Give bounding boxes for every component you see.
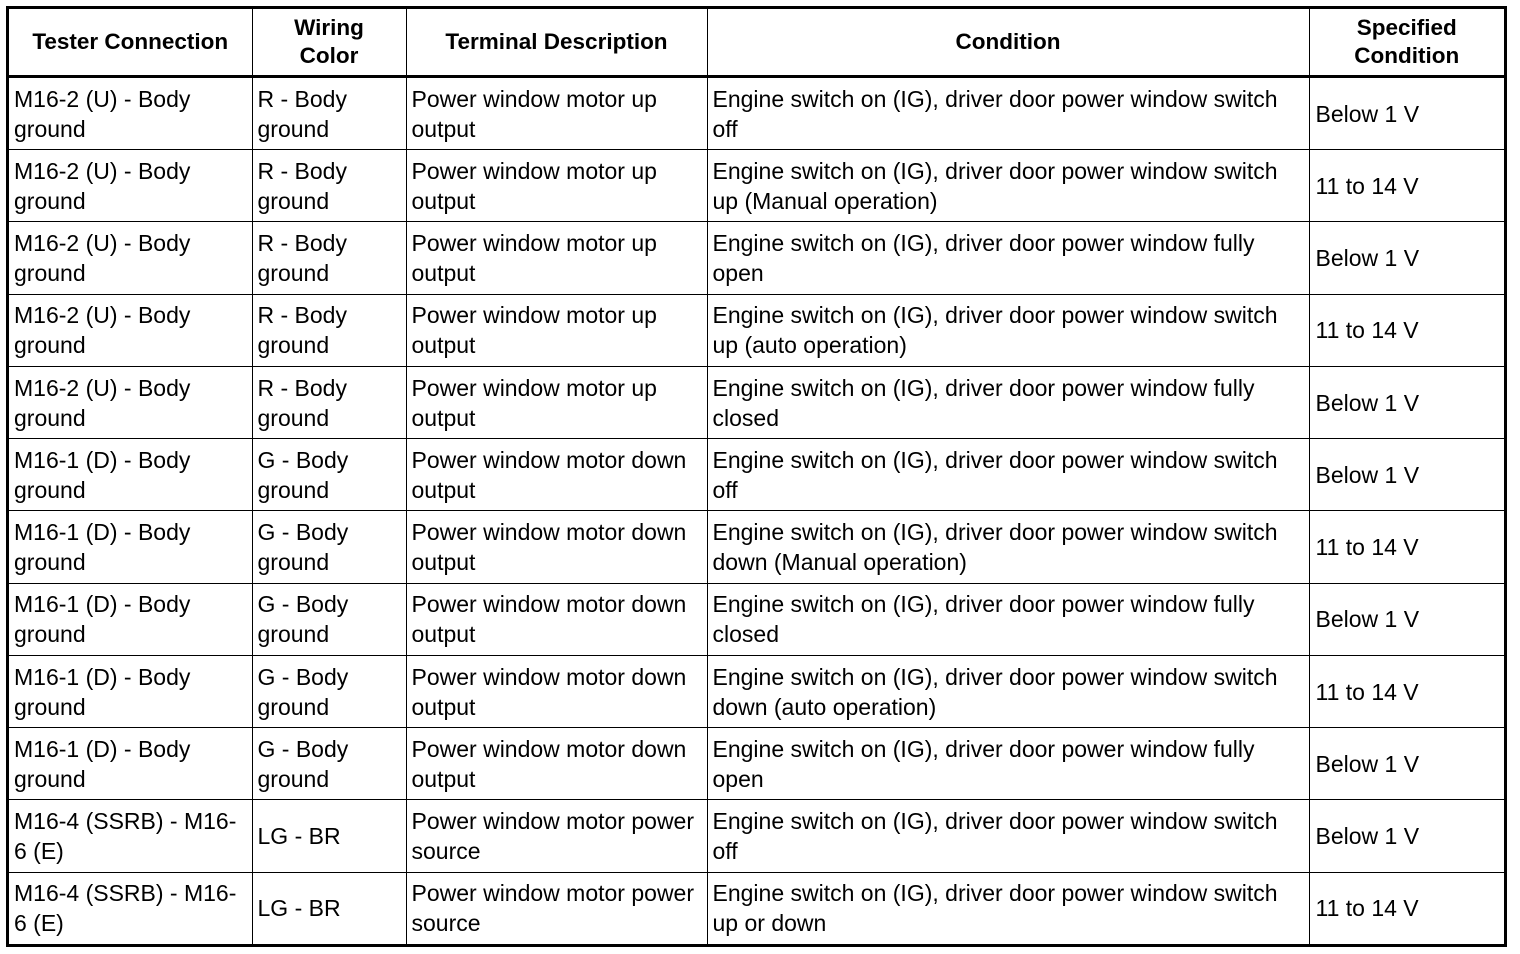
cell-wiring-color: LG - BR [252,800,406,872]
inspection-table [9,9,1504,944]
cell-condition: Engine switch on (IG), driver door power window switch up or down [707,872,1309,944]
cell-terminal-description: Power window motor up output [406,366,707,438]
cell-wiring-color: R - Body ground [252,222,406,294]
table-row [9,150,1504,222]
cell-specified-condition: 11 to 14 V [1309,150,1504,222]
cell-condition: Engine switch on (IG), driver door power window switch down (auto operation) [707,655,1309,727]
table-row [9,583,1504,655]
cell-wiring-color: R - Body ground [252,366,406,438]
cell-condition: Engine switch on (IG), driver door power window switch down (Manual operation) [707,511,1309,583]
cell-condition: Engine switch on (IG), driver door power window fully closed [707,583,1309,655]
table-row [9,294,1504,366]
table-row [9,222,1504,294]
cell-condition: Engine switch on (IG), driver door power window switch off [707,800,1309,872]
cell-tester-connection: M16-2 (U) - Body ground [9,366,252,438]
cell-condition: Engine switch on (IG), driver door power window switch up (Manual operation) [707,150,1309,222]
cell-terminal-description: Power window motor down output [406,728,707,800]
cell-specified-condition: 11 to 14 V [1309,872,1504,944]
cell-wiring-color: LG - BR [252,872,406,944]
header-terminal-description: Terminal Description [406,9,707,77]
inspection-table-frame [6,6,1507,947]
header-row [9,9,1504,77]
cell-tester-connection: M16-1 (D) - Body ground [9,583,252,655]
table-row [9,366,1504,438]
cell-tester-connection: M16-1 (D) - Body ground [9,511,252,583]
table-row [9,439,1504,511]
cell-specified-condition: 11 to 14 V [1309,511,1504,583]
cell-specified-condition: Below 1 V [1309,728,1504,800]
header-condition: Condition [707,9,1309,77]
cell-condition: Engine switch on (IG), driver door power window switch off [707,77,1309,150]
table-row [9,655,1504,727]
cell-tester-connection: M16-1 (D) - Body ground [9,655,252,727]
cell-specified-condition: 11 to 14 V [1309,655,1504,727]
cell-specified-condition: Below 1 V [1309,583,1504,655]
cell-tester-connection: M16-2 (U) - Body ground [9,150,252,222]
cell-specified-condition: Below 1 V [1309,800,1504,872]
cell-terminal-description: Power window motor up output [406,150,707,222]
table-row [9,800,1504,872]
cell-tester-connection: M16-4 (SSRB) - M16-6 (E) [9,872,252,944]
header-wiring-color: Wiring Color [252,9,406,77]
table-row [9,728,1504,800]
cell-terminal-description: Power window motor up output [406,222,707,294]
cell-tester-connection: M16-1 (D) - Body ground [9,439,252,511]
cell-terminal-description: Power window motor down output [406,511,707,583]
cell-condition: Engine switch on (IG), driver door power window switch up (auto operation) [707,294,1309,366]
cell-wiring-color: G - Body ground [252,511,406,583]
table-row [9,77,1504,150]
cell-condition: Engine switch on (IG), driver door power window fully open [707,222,1309,294]
cell-terminal-description: Power window motor down output [406,583,707,655]
table-row [9,872,1504,944]
table-row [9,511,1504,583]
cell-terminal-description: Power window motor up output [406,77,707,150]
cell-specified-condition: Below 1 V [1309,222,1504,294]
cell-wiring-color: G - Body ground [252,728,406,800]
header-specified-condition: Specified Condition [1309,9,1504,77]
cell-wiring-color: R - Body ground [252,294,406,366]
cell-specified-condition: 11 to 14 V [1309,294,1504,366]
cell-condition: Engine switch on (IG), driver door power window fully open [707,728,1309,800]
cell-tester-connection: M16-2 (U) - Body ground [9,222,252,294]
cell-wiring-color: G - Body ground [252,583,406,655]
cell-terminal-description: Power window motor power source [406,872,707,944]
cell-condition: Engine switch on (IG), driver door power window fully closed [707,366,1309,438]
cell-terminal-description: Power window motor down output [406,439,707,511]
cell-condition: Engine switch on (IG), driver door power window switch off [707,439,1309,511]
table-body [9,77,1504,945]
header-tester-connection: Tester Connection [9,9,252,77]
cell-tester-connection: M16-2 (U) - Body ground [9,294,252,366]
cell-terminal-description: Power window motor up output [406,294,707,366]
cell-terminal-description: Power window motor down output [406,655,707,727]
cell-tester-connection: M16-2 (U) - Body ground [9,77,252,150]
cell-specified-condition: Below 1 V [1309,77,1504,150]
cell-wiring-color: G - Body ground [252,655,406,727]
cell-terminal-description: Power window motor power source [406,800,707,872]
cell-wiring-color: G - Body ground [252,439,406,511]
cell-wiring-color: R - Body ground [252,77,406,150]
cell-tester-connection: M16-4 (SSRB) - M16-6 (E) [9,800,252,872]
cell-wiring-color: R - Body ground [252,150,406,222]
cell-specified-condition: Below 1 V [1309,366,1504,438]
cell-tester-connection: M16-1 (D) - Body ground [9,728,252,800]
cell-specified-condition: Below 1 V [1309,439,1504,511]
